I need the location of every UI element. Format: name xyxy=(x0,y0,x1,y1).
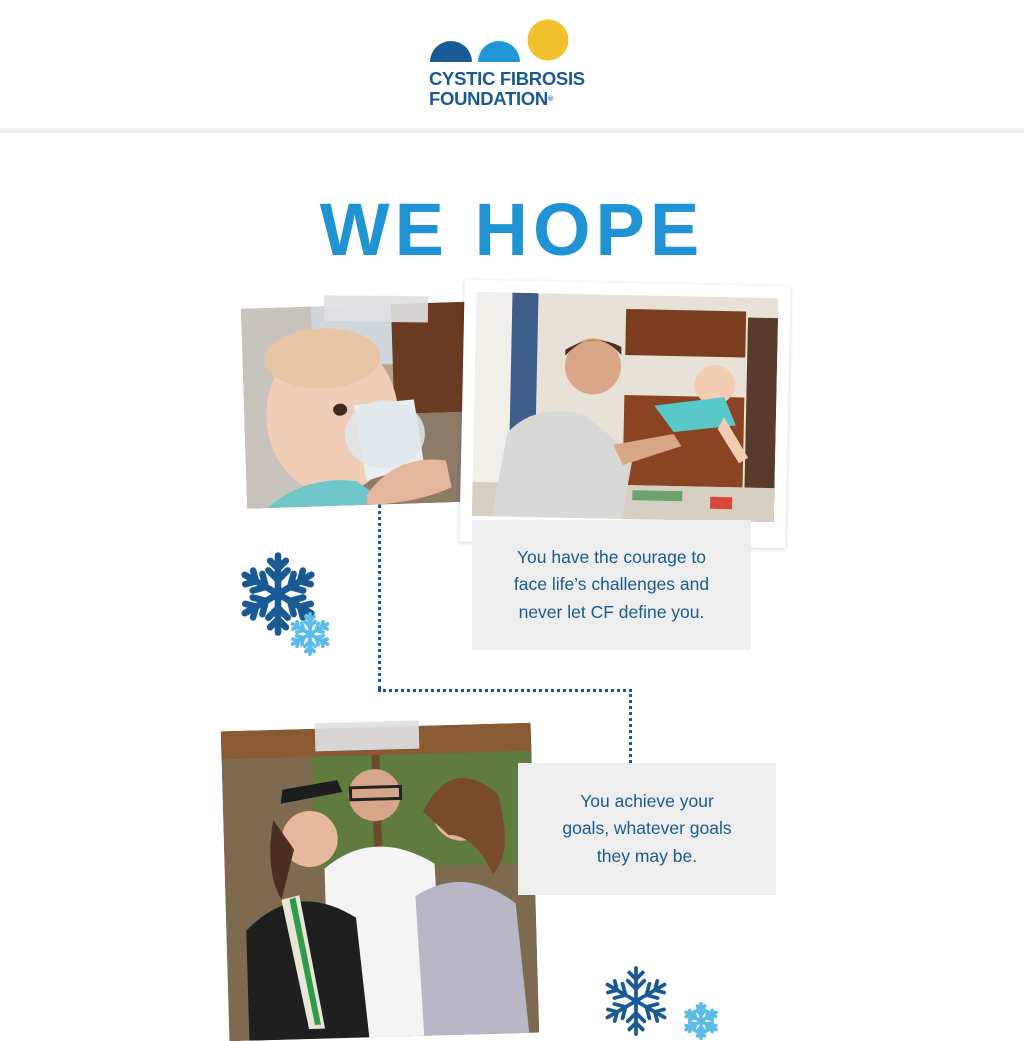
baby-nebulizer-photo xyxy=(241,301,483,508)
dotted-connector-horizontal xyxy=(378,689,632,692)
photo-icon xyxy=(241,301,483,508)
dotted-connector-vertical-2 xyxy=(629,689,632,763)
father-lifting-baby-photo xyxy=(459,280,790,549)
photo-tape xyxy=(324,295,428,322)
small-snowflake-icon xyxy=(682,1002,720,1040)
header-divider xyxy=(0,128,1024,133)
page-title: WE HOPE xyxy=(319,188,705,271)
photo-icon xyxy=(472,292,779,522)
registered-mark: ® xyxy=(547,96,553,103)
graduate-with-parents-photo xyxy=(221,723,540,1041)
cff-logo-mark[interactable] xyxy=(430,18,570,64)
small-snowflake-icon xyxy=(288,612,332,656)
photo-tape xyxy=(315,721,420,752)
hope-card-goals-text: You achieve your goals, whatever goals they may be. xyxy=(562,790,732,866)
photo-icon xyxy=(221,723,540,1041)
dotted-connector-vertical-1 xyxy=(378,504,381,690)
snowflake-icon xyxy=(600,965,672,1037)
hope-card-courage-text: You have the courage to face life’s challenges and never let CF define you. xyxy=(513,546,710,622)
logo-text-line2 xyxy=(429,89,649,109)
logo-text-line1: CYSTIC FIBROSIS xyxy=(429,68,585,89)
logo-text-foundation: FOUNDATION xyxy=(429,88,548,109)
hope-card-courage xyxy=(472,520,751,650)
hope-card-goals xyxy=(518,763,776,895)
